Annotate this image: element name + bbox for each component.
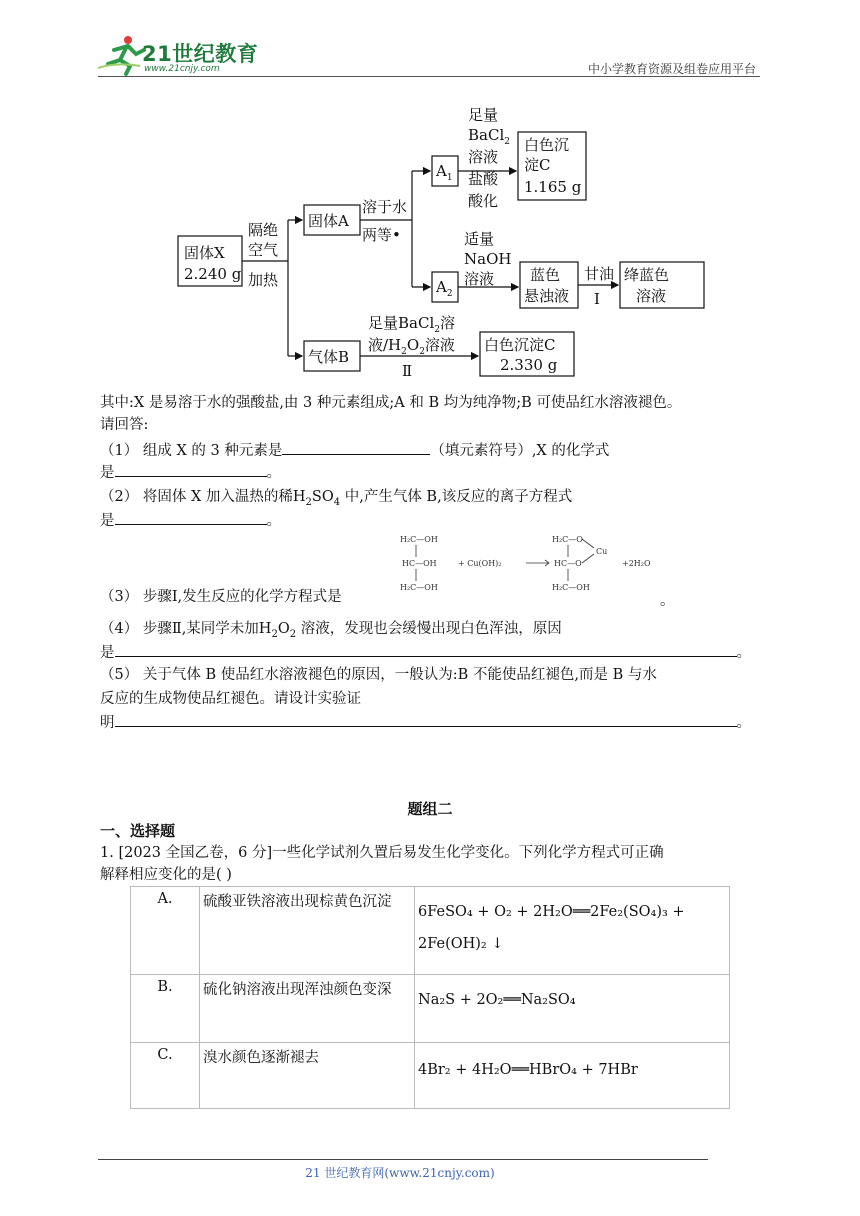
bottom-reagent-2: 液$/H_2O_2$溶液 bbox=[368, 336, 455, 357]
step-2-label: Ⅱ bbox=[402, 362, 413, 380]
svg-text:H₂C—OH: H₂C—OH bbox=[552, 583, 590, 592]
footer-site[interactable]: 21 世纪教育网(www.21cnjy.com) bbox=[305, 1166, 495, 1180]
bottom-reagent-1: 足量BaCl$_2$溶 bbox=[368, 314, 455, 335]
svg-text:HC—OH: HC—OH bbox=[402, 559, 437, 568]
step-1-label: Ⅰ bbox=[594, 290, 600, 308]
blue-suspension-2: 悬浊液 bbox=[524, 287, 570, 305]
platform-name: 中小学教育资源及组卷应用平台 bbox=[587, 62, 756, 76]
svg-text:HC—O: HC—O bbox=[554, 559, 582, 568]
dissolve-label: 溶于水 bbox=[362, 198, 408, 216]
reagent-top-5: 酸化 bbox=[468, 192, 499, 210]
answer-blank[interactable] bbox=[115, 640, 737, 657]
ppt-c-top-3: 1.165 g bbox=[524, 178, 582, 196]
solid-x-mass: 2.240 g bbox=[184, 265, 242, 283]
result-1: 绛蓝色 bbox=[624, 266, 670, 284]
section-heading: 一、选择题 bbox=[100, 822, 176, 840]
question-3-line: （3） 步骤Ⅰ,发生反应的化学方程式是 bbox=[100, 589, 342, 605]
naoh-1: 适量 bbox=[464, 230, 495, 248]
answer-prompt: 请回答: bbox=[100, 417, 149, 433]
mc-question-line-2: 解释相应变化的是( ) bbox=[100, 867, 232, 883]
option-label: C. bbox=[131, 1043, 200, 1109]
option-row-b[interactable] bbox=[131, 975, 730, 1043]
reagent-top-1: 足量 bbox=[468, 106, 499, 124]
question-4-line-1: （4） 步骤Ⅱ,某同学未加$H_2O_2$ 溶液，发现也会缓慢出现白色浑浊，原因 bbox=[100, 621, 562, 640]
intro-text: 其中:X 是易溶于水的强酸盐,由 3 种元素组成;A 和 B 均为纯净物;B 可使品红水溶液褪色。 bbox=[100, 395, 682, 411]
answer-blank[interactable] bbox=[115, 460, 267, 477]
split-label: 两等• bbox=[362, 226, 401, 244]
question-4-line-2: 是 。 bbox=[100, 640, 751, 664]
option-description: 溴水颜色逐渐褪去 bbox=[200, 1043, 415, 1109]
glycerol-label: 甘油 bbox=[584, 265, 615, 283]
result-2: 溶液 bbox=[636, 287, 667, 305]
option-description: 硫酸亚铁溶液出现棕黄色沉淀 bbox=[200, 887, 415, 975]
option-equation: Na₂S + 2O₂══Na₂SO₄ bbox=[415, 975, 730, 1043]
option-equation: 6FeSO₄ + O₂ + 2H₂O══2Fe₂(SO₄)₃ + 2Fe(OH)₂ ↓ bbox=[415, 887, 730, 975]
solid-a-label: 固体A bbox=[308, 212, 349, 230]
group-2-title: 题组二 bbox=[407, 800, 453, 818]
option-label: A. bbox=[131, 887, 200, 975]
option-label: B. bbox=[131, 975, 200, 1043]
glycerol-reaction-equation bbox=[398, 530, 664, 608]
svg-text:Cu: Cu bbox=[596, 547, 608, 556]
naoh-3: 溶液 bbox=[464, 270, 495, 288]
question-2-line-2: 是 。 bbox=[100, 508, 281, 532]
a2-label: $A_2$ bbox=[436, 278, 453, 299]
ppt-c-bottom-2: 2.330 g bbox=[500, 356, 558, 374]
reagent-top-3: 溶液 bbox=[468, 148, 499, 166]
logo-url: www.21cnjy.com bbox=[144, 64, 220, 74]
ppt-c-bottom-1: 白色沉淀C bbox=[484, 336, 556, 354]
cond-air-label: 空气 bbox=[248, 241, 279, 259]
question-1-line-2: 是 。 bbox=[100, 460, 281, 484]
question-5-line-3: 明 。 bbox=[100, 710, 751, 734]
reagent-top-2: BaCl$_2$ bbox=[468, 126, 510, 147]
question-5-line-1: （5） 关于气体 B 使品红水溶液褪色的原因，一般认为:B 不能使品红褪色,而是 B 与水 bbox=[100, 667, 657, 683]
ppt-c-top-2: 淀C bbox=[524, 156, 551, 174]
blue-suspension-1: 蓝色 bbox=[530, 266, 561, 284]
svg-text:+ Cu(OH)₂: + Cu(OH)₂ bbox=[458, 559, 502, 568]
answer-blank[interactable] bbox=[115, 508, 267, 525]
question-1-line-1: （1） 组成 X 的 3 种元素是 （填元素符号）,X 的化学式 bbox=[100, 438, 609, 462]
answer-blank[interactable] bbox=[282, 438, 430, 455]
a1-label: $A_1$ bbox=[436, 162, 453, 183]
option-row-a[interactable] bbox=[131, 887, 730, 975]
reaction-flow-diagram bbox=[168, 104, 728, 388]
question-3-end: 。 bbox=[660, 593, 675, 609]
ppt-c-top-1: 白色沉 bbox=[524, 136, 570, 154]
svg-text:+2H₂O: +2H₂O bbox=[622, 559, 651, 568]
footer-divider bbox=[98, 1159, 708, 1160]
cond-isolate-label: 隔绝 bbox=[248, 221, 279, 239]
answer-blank[interactable] bbox=[115, 710, 737, 727]
logo-text: 21世纪教育 bbox=[142, 42, 259, 66]
option-row-c[interactable] bbox=[131, 1043, 730, 1109]
gas-b-label: 气体B bbox=[308, 348, 350, 366]
question-2-line-1: （2） 将固体 X 加入温热的稀$H_2SO_4$ 中,产生气体 B,该反应的离子方程式 bbox=[100, 489, 573, 508]
option-equation: 4Br₂ + 4H₂O══HBrO₄ + 7HBr bbox=[415, 1043, 730, 1109]
reagent-top-4: 盐酸 bbox=[468, 170, 499, 188]
options-table bbox=[130, 886, 730, 1109]
solid-x-label: 固体X bbox=[184, 244, 225, 262]
option-description: 硫化钠溶液出现浑浊颜色变深 bbox=[200, 975, 415, 1043]
svg-text:H₂C—OH: H₂C—OH bbox=[400, 535, 438, 544]
cond-heat-label: 加热 bbox=[248, 271, 279, 289]
naoh-2: NaOH bbox=[464, 250, 512, 268]
header-divider bbox=[98, 76, 760, 77]
mc-question-line-1: 1. [2023 全国乙卷，6 分]一些化学试剂久置后易发生化学变化。下列化学方程式可正确 bbox=[100, 845, 664, 861]
svg-text:H₂C—O: H₂C—O bbox=[552, 535, 583, 544]
svg-text:H₂C—OH: H₂C—OH bbox=[400, 583, 438, 592]
question-5-line-2: 反应的生成物使品红褪色。请设计实验证 bbox=[100, 691, 361, 707]
